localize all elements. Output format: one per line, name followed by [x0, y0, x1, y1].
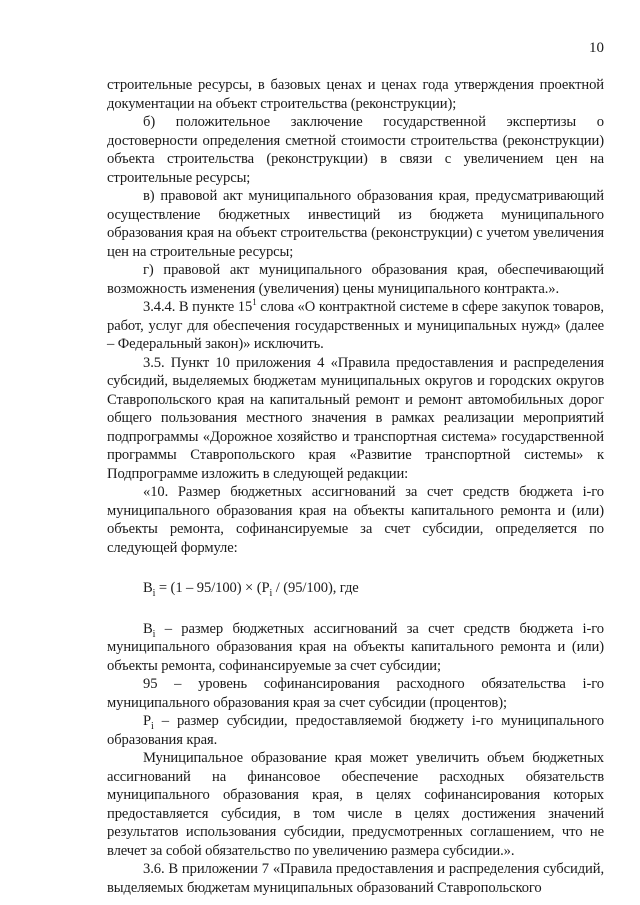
paragraph-text: слова «О контрактной системе в сфере закупок товаров, работ, услуг для обеспечения государственных и муниципальных нужд» (далее – Федеральный закон)» исключить. [107, 299, 604, 352]
definition-text: – размер бюджетных ассигнований за счет средств бюджета i-го муниципального образования края на объекты капитального ремонта и (или) объекты ремонта, софинансируемые за счет субсидии; [107, 620, 604, 674]
definition-text: – размер субсидии, предоставляемой бюджету i-го муниципального образования края. [107, 713, 604, 748]
document-body [107, 76, 604, 897]
definition-subscript: i [151, 720, 154, 732]
formula-text: / (95/100), где [272, 580, 359, 596]
paragraph: «10. Размер бюджетных ассигнований за счет средств бюджета i-го муниципального образования края на объекты капитального ремонта и (или) объекты ремонта, софинансируемые за счет субсидии, определяется по следующей формуле: [107, 484, 604, 556]
paragraph: 3.5. Пункт 10 приложения 4 «Правила предоставления и распределения субсидий, выделяемых бюджетам муниципальных округов и городских округов Ставропольского края на капитальный ремонт и ремонт автомобильных дорог общего пользования местного значения в рамках реализации мероприятий подпрограммы «Дорожное хозяйство и транспортная система» государственной программы Ставропольского края «Развитие транспортной системы» к Подпрограмме изложить в следующей редакции: [107, 354, 604, 482]
paragraph: б) положительное заключение государственной экспертизы о достоверности определения сметной стоимости строительства (реконструкции) объекта строительства (реконструкции) в связи с увеличением цен на строительные ресурсы; [107, 114, 604, 186]
formula-subscript: i [269, 587, 273, 599]
definition [107, 712, 604, 749]
paragraph: строительные ресурсы, в базовых ценах и ценах года утверждения проектной документации на объект строительства (реконструкции); [107, 77, 604, 112]
formula-symbol: B [143, 580, 153, 596]
paragraph: в) правовой акт муниципального образования края, предусматривающий осуществление бюджетных инвестиций из бюджета муниципального образования края на объект строительства (реконструкции) с учетом увеличения цен на строительные ресурсы; [107, 188, 604, 260]
definition-subscript: i [152, 628, 156, 640]
superscript: 1 [252, 297, 257, 308]
paragraph-text: 3.4.4. В пункте 15 [143, 299, 253, 315]
paragraph: 3.6. В приложении 7 «Правила предоставления и распределения субсидий, выделяемых бюджетам муниципальных образований Ставропольского [107, 861, 604, 896]
page-number: 10 [589, 40, 604, 56]
paragraph: Муниципальное образование края может увеличить объем бюджетных ассигнований на финансовое обеспечение расходных обязательств муниципального образования края, в целях софинансирования которых предоставляется субсидия, в том числе в целях достижения значений результатов использования субсидии, предусмотренных соглашением, что не влечет за собой обязательство по увеличению размера субсидии.». [107, 750, 604, 859]
definition-symbol: P [143, 713, 152, 729]
definition-text: 95 – уровень софинансирования расходного обязательства i-го муниципального образования края за счет субсидии (процентов); [107, 676, 604, 711]
definition-symbol: B [143, 620, 153, 637]
formula-text: = (1 – 95/100) × (P [155, 580, 270, 596]
paragraph [107, 298, 604, 354]
formula [107, 579, 604, 598]
definition [107, 620, 604, 676]
paragraph: г) правовой акт муниципального образования края, обеспечивающий возможность изменения (увеличения) цены муниципального контракта.». [107, 262, 604, 297]
definition [107, 675, 604, 712]
formula-subscript: i [152, 587, 156, 599]
